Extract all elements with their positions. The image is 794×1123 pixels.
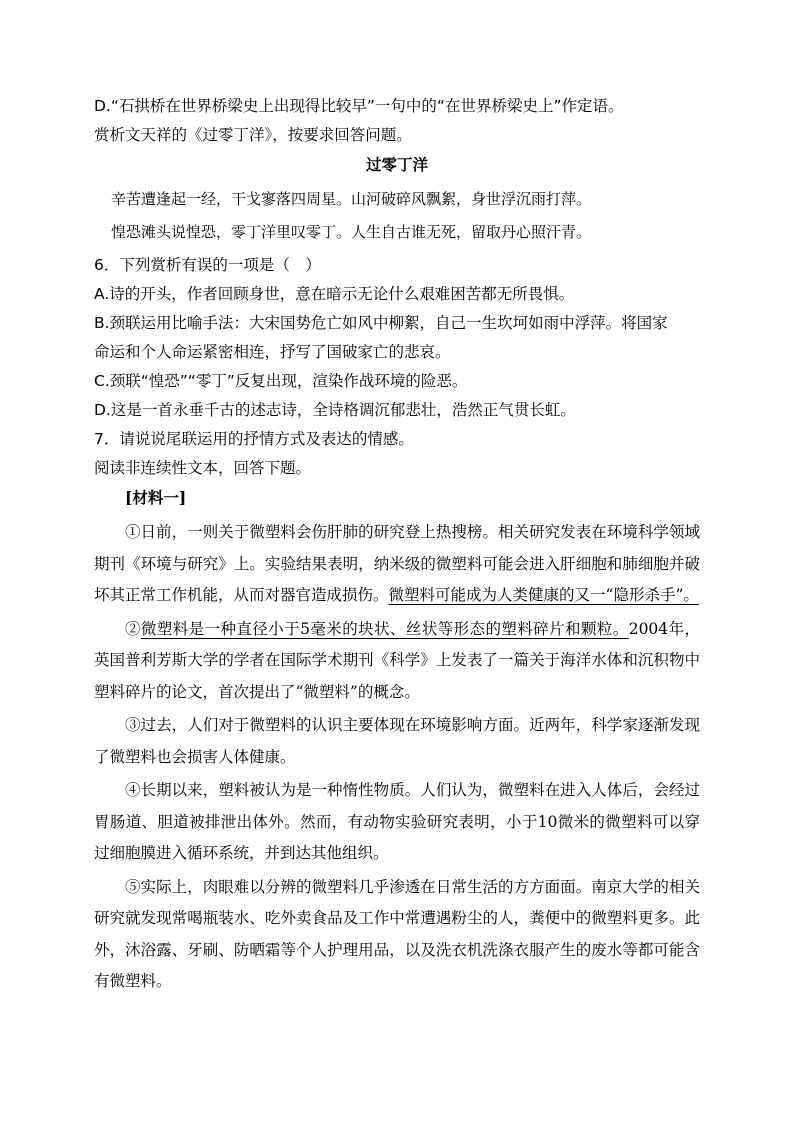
paragraph-2-text: 2004年，英国普利芳斯大学的学者在国际学术期刊《科学》上发表了一篇关于海洋水体和沉积物中塑料碎片的论文，首次提出了“微塑料”的概念。 bbox=[94, 619, 700, 701]
question7: 7．请说说尾联运用的抒情方式及表达的情感。 bbox=[94, 430, 414, 448]
material-label: [材料一] bbox=[125, 488, 187, 507]
paragraph-1-text: ①日前，一则关于微塑料会伤肝肺的研究登上热搜榜。相关研究发表在环境科学领域期刊《环境与研究》上。实验结果表明，纳米级的微塑料可能会进入肝细胞和肺细胞并破坏其正常工作机能，从而对器官造成损伤。 bbox=[94, 523, 700, 604]
material-paragraph-1 bbox=[94, 517, 700, 612]
question6-option-b-line1: B.颈联运用比喻手法：大宋国势危亡如风中柳絮，自己一生坎坷如雨中浮萍。将国家 bbox=[94, 314, 668, 332]
paragraph-2-number: ② bbox=[125, 619, 141, 638]
question6-stem: 6．下列赏析有误的一项是（ ） bbox=[94, 256, 321, 274]
material-paragraph-2 bbox=[94, 614, 700, 709]
document-content bbox=[94, 93, 700, 1000]
question6-option-a: A.诗的开头，作者回顾身世，意在暗示无论什么艰难困苦都无所畏惧。 bbox=[94, 285, 575, 303]
paragraph-1-underlined: 微塑料可能成为人类健康的又一“隐形杀手”。 bbox=[388, 586, 699, 604]
material-paragraph-5: ⑤实际上，肉眼难以分辨的微塑料几乎渗透在日常生活的方方面面。南京大学的相关研究就发现常喝瓶装水、吃外卖食品及工作中常遭遇粉尘的人，粪便中的微塑料更多。此外，沐浴露、牙刷、防晒霜等个人护理用品，以及洗衣机洗涤衣服产生的废水等都可能含有微塑料。 bbox=[94, 877, 700, 990]
poem-line-2: 惶恐滩头说惶恐，零丁洋里叹零丁。人生自古谁无死，留取丹心照汗青。 bbox=[111, 223, 592, 241]
poem-instruction: 赏析文天祥的《过零丁洋》，按要求回答问题。 bbox=[94, 126, 412, 144]
poem-line-1: 辛苦遭逢起一经，干戈寥落四周星。山河破碎风飘絮，身世浮沉雨打萍。 bbox=[111, 190, 592, 208]
paragraph-2-underlined: 微塑料是一种直径小于5毫米的块状、丝状等形态的塑料碎片和颗粒。 bbox=[140, 619, 629, 638]
reading-instruction: 阅读非连续性文本，回答下题。 bbox=[94, 459, 312, 477]
question6-option-d: D.这是一首永垂千古的述志诗，全诗格调沉郁悲壮，浩然正气贯长虹。 bbox=[94, 401, 576, 419]
question5-option-d: D.“石拱桥在世界桥梁史上出现得比较早”一句中的“在世界桥梁史上”作定语。 bbox=[94, 97, 624, 115]
question6-option-c: C.颈联“惶恐”“零丁”反复出现，渲染作战环境的险恶。 bbox=[94, 372, 468, 390]
material-paragraph-4: ④长期以来，塑料被认为是一种惰性物质。人们认为，微塑料在进入人体后，会经过胃肠道、胆道被排泄出体外。然而，有动物实验研究表明，小于10微米的微塑料可以穿过细胞膜进入循环系统，并到达其他组织。 bbox=[94, 781, 700, 862]
question6-option-b-line2: 命运和个人命运紧密相连，抒写了国破家亡的悲哀。 bbox=[94, 343, 451, 361]
material-paragraph-3: ③过去，人们对于微塑料的认识主要体现在环境影响方面。近两年，科学家逐渐发现了微塑料也会损害人体健康。 bbox=[94, 716, 700, 766]
poem-title: 过零丁洋 bbox=[365, 155, 428, 174]
